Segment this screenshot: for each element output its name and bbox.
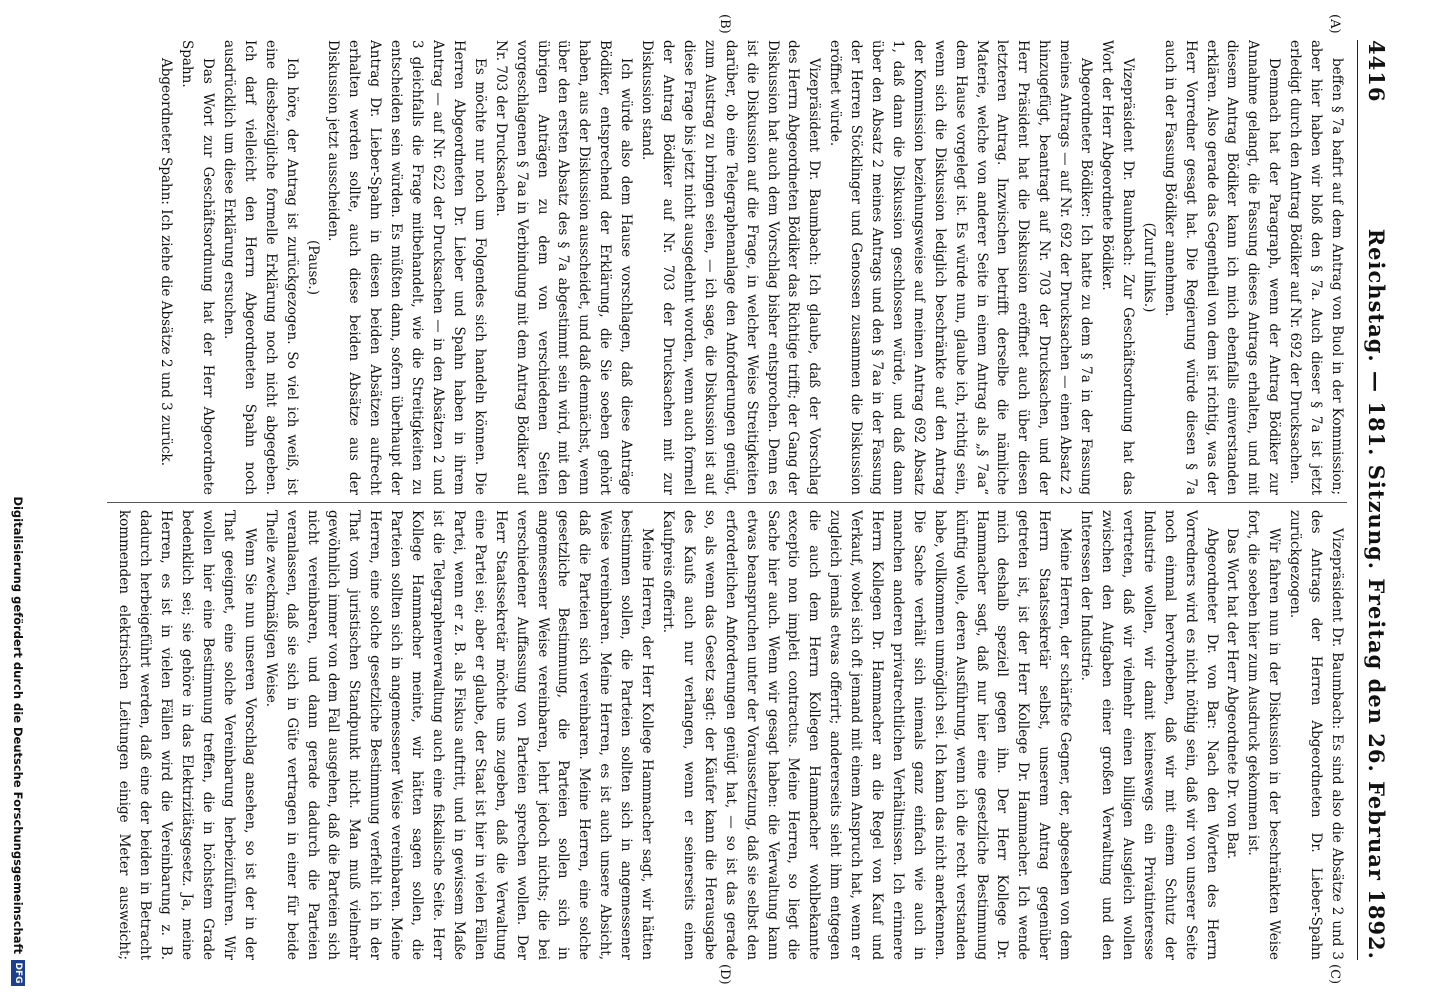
header-rule xyxy=(1357,40,1358,960)
paragraph: (Pause.) xyxy=(304,240,321,295)
left-column xyxy=(112,40,1347,495)
paragraph: (Zuruf links.) xyxy=(1140,222,1157,313)
paragraph: Vizepräsident Dr. Baumbach: Zur Geschäftsordnung hat das Wort der Herr Abgeordnete Bödiker. xyxy=(1099,40,1136,495)
right-column xyxy=(112,510,1347,960)
paragraph: Meine Herren, der schärfste Gegner, der, abgesehen von dem Herrn Staatssekretär selbst, unserem Antrag gegenüber getreten ist, ist der Herr Kollege Dr. Hammacher. Ich wende mich deshalb speziell gegen ihn. Der Herr Kollege Dr. Hammacher sagt, daß nur hier eine gesetzliche Bestimmung künftig wolle, deren Ausführung, wenn ich die recht verstanden habe, vollkommen unmöglich sei. Ich kann das nicht anerkennen. Die Sache verhält sich niemals ganz einfach wie auch in manchen anderen privatrechtlichen Verhältnissen. Ich erinnere Herrn Kollegen Dr. Hammacher an die Regel von Kauf und Verkauf, wobei sich oft jemand mit einem Anspruch hat, wenn er zugleich jemals etwas offerirt; andererseits sieht ihm entgegen die auch dem Herrn Kollegen Hammacher wohlbekannte exceptio non impleti contractus. Meine Herren, so liegt die Sache hier auch. Wenn wir gesagt haben: die Verwaltung kann etwas beanspruchen unter der Voraussetzung, daß sie selbst den erforderlichen Anforderungen genügt hat, — so ist das gerade so, als wenn das Gesetz sagt: der Käufer kann die Herausgabe des Kaufs auch nur verlangen, wenn er seinerseits einen Kaufpreis offerirt. xyxy=(660,510,1074,960)
paragraph: Wenn Sie nun unseren Vorschlag ansehen, so ist der in der That geeignet, eine solche Vereinbarung herbeizuführen. Wir wollen hier eine Bestimmung treffen, die in höchstem Grade bedenklich sei; sie gehöre in das Elektrizitätsgesetz. Ja, meine Herren, es ist in vielen Fällen wird die Vereinbarung z. B. dadurch herbeigeführt werden, daß eine der beiden in Betracht kommenden elektrischen Leitungen einige Meter ausweicht; xyxy=(116,510,258,960)
paragraph: Das Wort zur Geschäftsordnung hat der Herr Abgeordnete Spahn. xyxy=(179,40,217,495)
page-number: 4416 xyxy=(1364,40,1389,103)
paragraph: Wir fahren nun in der Diskussion in der beschränkten Weise fort, die soeben hier zum Ausdruck gekommen ist. xyxy=(1245,510,1283,960)
page-title: Reichstag. — 181. Sitzung. Freitag den 26. Februar 1892. xyxy=(1364,228,1389,960)
funding-credit: Digitalisierung gefördert durch die Deutsche Forschungsgemeinschaft xyxy=(11,496,25,954)
paragraph: Ich höre, der Antrag ist zurückgezogen. So viel ich weiß, ist eine diesbezügliche formelle Erklärung noch nicht abgegeben. Ich darf vielleicht den Herrn Abgeordneten Spahn noch ausdrücklich um diese Erklärung ersuchen. xyxy=(220,40,300,495)
margin-mark-a: (A) xyxy=(1327,14,1342,34)
margin-mark-d: (D) xyxy=(717,964,732,985)
column-divider xyxy=(107,502,1347,503)
paragraph: Das Wort hat der Herr Abgeordnete Dr. von Bar. xyxy=(1224,528,1241,860)
paragraph: Vizepräsident Dr. Baumbach: Ich glaube, daß der Vorschlag des Herrn Abgeordneten Bödiker das Richtige trifft; der Gang der Diskussion hat auch dem Vorschlag bisher entsprochen. Denn es ist die Diskussion auf die Frage, in welcher Weise Streitigkeiten darüber, ob eine Telegraphenanlage den Anforderungen genügt, zum Austrag zu bringen seien, — ich sage, die Diskussion ist auf diese Frage bis jetzt nicht ausgedehnt worden, wenn auch formell der Antrag Bödiker auf Nr. 703 der Drucksachen mit zur Diskussion stand. xyxy=(639,40,823,495)
paragraph: beffen § 7a bafirt auf dem Antrag von Buol in der Kommission; aber hier haben wir bloß den § 7a. Auch dieser § 7a ist jetzt erledigt durch den Antrag Bödiker auf Nr. 692 der Drucksachen. xyxy=(1287,40,1345,495)
dfg-logo: DFG xyxy=(11,960,25,986)
paragraph: Abgeordneter Bödiker: Ich hatte zu dem § 7a in der Fassung meines Antrags — auf Nr. 692 der Drucksachen — einen Absatz 2 hinzugefügt, beantragt auf Nr. 703 der Drucksachen, und der Herr Präsident hat die Diskussion eröffnet auch über diesen letzteren Antrag. Inzwischen betrifft derselbe die nämliche Materie, welche von anderer Seite in einem Antrag als „§ 7aa“ dem Hause vorgelegt ist. Es würde nun, glaube ich, richtig sein, wenn sich die Diskussion lediglich beschränkte auf den Antrag der Kommission beziehungsweise auf meinen Antrag 692 Absatz 1, daß dann die Diskussion geschlossen würde, und daß dann über den Absatz 2 meines Antrags und den § 7aa in der Fassung der Herren Stöcklinger und Genossen zusammen die Diskussion eröffnet würde. xyxy=(827,40,1095,495)
paragraph: Meine Herren, der Herr Kollege Hammacher sagt, wir hätten bestimmen sollen, die Parteien sollten sich in angemessener Weise vereinbaren. Meine Herren, es ist auch unsere Absicht, daß die Parteien sich vereinbaren. Meine Herren, eine solche gesetzliche Bestimmung, die Parteien sollen sich in angemessener Weise vereinbaren, lehrt jedoch nichts; die bei verschiedener Auffassung von Parteien sprechen wollen. Der Herr Staatssekretär möchte uns zugeben, daß die Verwaltung eine Partei sei; aber er glaube, der Staat ist hier in vielen Fällen Partei, wenn er z. B. als Fiskus auftritt, und in gewissem Maße ist die Telegraphenverwaltung auch eine fiskalische Seite. Herr Kollege Hammacher meinte, wir hätten sagen sollen, die Parteien sollten sich in angemessener Weise vereinbaren. Meine Herren, eine solche gesetzliche Bestimmung verfehlt ich in der That vom juristischen Standpunkt nicht. Man muß vielmehr gewöhnlich immer von dem Fall ausgehen, daß die Parteien sich nicht vereinbaren, und dann gerade dadurch die Parteien veranlassen, daß sie sich in Güte vertragen in einer für beide Theile zweckmäßigen Weise. xyxy=(262,510,656,960)
paragraph: Ich würde also dem Hause vorschlagen, daß diese Anträge Bödiker, entsprechend der Erklärung, die Sie soeben gehört haben, aus der Diskussion ausscheidet, und daß demnächst, wenn über den ersten Absatz des § 7a abgestimmt sein wird, mit den übrigen Anträgen zu dem von verschiedenen Seiten vorgeschlagenen § 7aa in Verbindung mit dem Antrag Bödiker auf Nr. 703 der Drucksachen. xyxy=(492,40,635,495)
digitization-footer xyxy=(6,0,30,1000)
paragraph: Demnach hat der Paragraph, wenn der Antrag Bödiker zur Annahme gelangt, die Fassung dieses Antrags erhalten, und mit diesem Antrag Bödiker kann ich mich ebenfalls einverstanden erklären. Also gerade das Gegentheil von dem ist richtig, was der Herr Vorredner gesagt hat. Die Regierung würde diesen § 7a auch in der Fassung Bödiker annehmen. xyxy=(1161,40,1283,495)
paragraph: Es möchte nur noch um Folgendes sich handeln können. Die Herren Abgeordneten Dr. Lieber und Spahn haben in ihrem Antrag — auf Nr. 622 der Drucksachen — in den Absätzen 2 und 3 gleichfalls die Frage mitbehandelt, wie die Streitigkeiten zu entscheiden sein würden. Es müßten dann, sofern überhaupt der Antrag Dr. Lieber-Spahn in diesen beiden Absätzen aufrecht erhalten werden sollte, auch diese beiden Absätze aus der Diskussion jetzt ausscheiden. xyxy=(325,40,488,495)
paragraph: Abgeordneter Spahn: Ich ziehe die Absätze 2 und 3 zurück. xyxy=(158,58,175,467)
page-header xyxy=(1364,40,1404,960)
paragraph: Vizepräsident Dr. Baumbach: Es sind also die Absätze 2 und 3 des Antrags der Herren Abgeordneten Dr. Lieber-Spahn zurückgezogen. xyxy=(1287,510,1345,960)
paragraph: Abgeordneter Dr. von Bar: Nach den Worten des Herrn Vorredners wird es nicht nöthig sein, daß wir von unserer Seite noch einmal hervorheben, daß wir mit einem Schutz der Industrie wollen, wir damit keineswegs ein Privatinteresse vertreten, daß wir vielmehr einen billigen Ausgleich wollen zwischen den Aufgaben einer großen Verwaltung und den Interessen der Industrie. xyxy=(1078,510,1220,960)
margin-mark-c: (C) xyxy=(1327,964,1342,985)
margin-mark-b: (B) xyxy=(717,14,732,34)
